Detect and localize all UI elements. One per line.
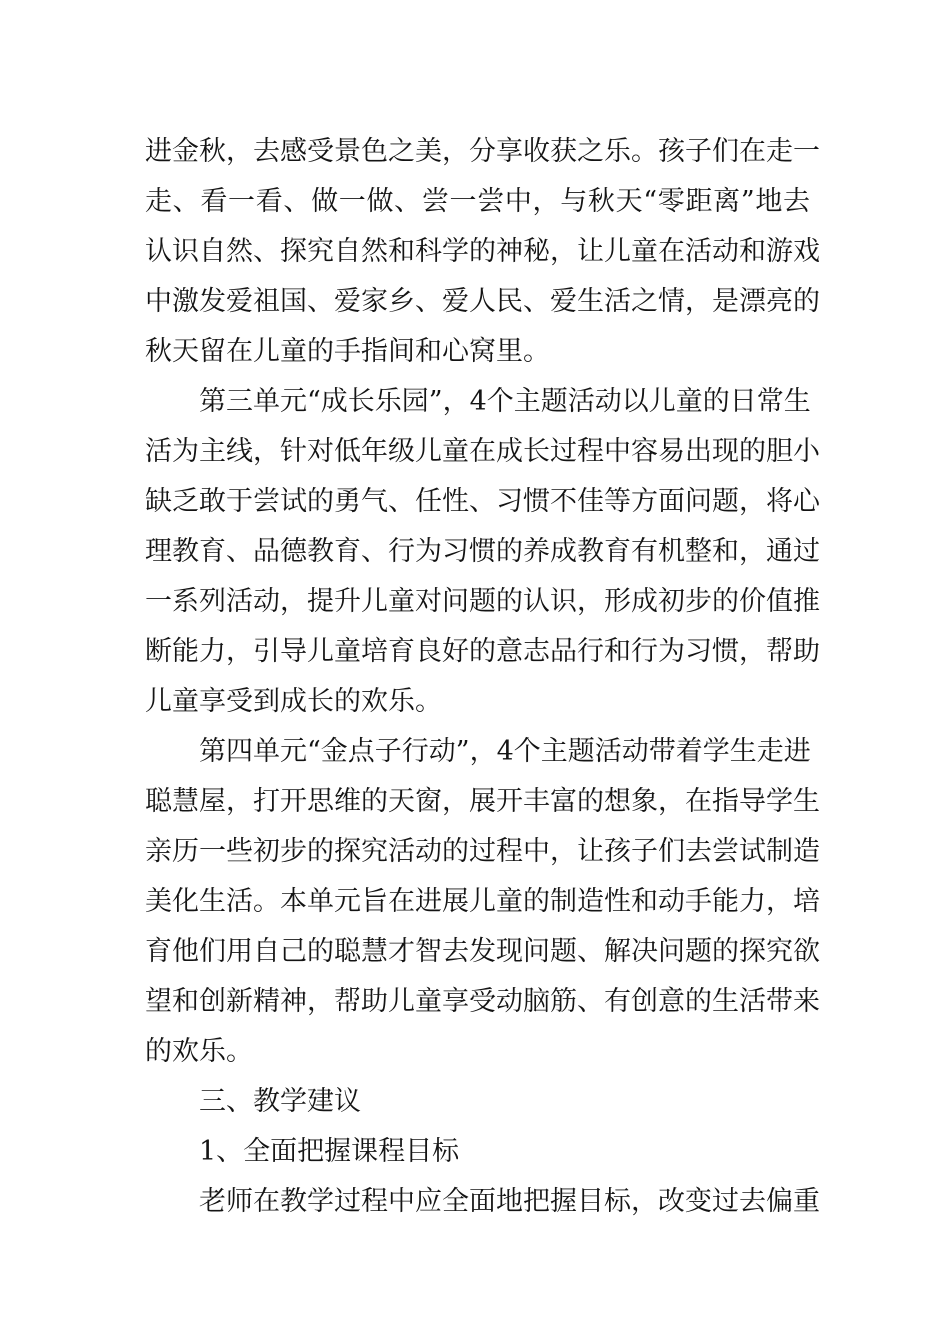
body-text [145, 127, 820, 1227]
text-line: 一系列活动，提升儿童对问题的认识，形成初步的价值推 [145, 586, 820, 617]
text-line: 认识自然、探究自然和科学的神秘，让儿童在活动和游戏 [145, 236, 820, 267]
text-line: 缺乏敢于尝试的勇气、任性、习惯不佳等方面问题，将心 [145, 486, 820, 517]
text-line: 理教育、品德教育、行为习惯的养成教育有机整和，通过 [145, 536, 820, 567]
text-line: 的欢乐。 [145, 1036, 253, 1067]
text-line: 进金秋，去感受景色之美，分享收获之乐。孩子们在走一 [145, 136, 820, 167]
text-line: 聪慧屋，打开思维的天窗，展开丰富的想象，在指导学生 [145, 786, 820, 817]
text-line: 亲历一些初步的探究活动的过程中，让孩子们去尝试制造 [145, 836, 820, 867]
text-line: 中激发爱祖国、爱家乡、爱人民、爱生活之情，是漂亮的 [145, 286, 820, 317]
text-line: 走、看一看、做一做、尝一尝中，与秋天“零距离”地去 [145, 186, 810, 217]
paragraph-first-line: 第四单元“金点子行动”，4个主题活动带着学生走进 [199, 736, 811, 767]
text-line: 断能力，引导儿童培育良好的意志品行和行为习惯，帮助 [145, 636, 820, 667]
text-line: 育他们用自己的聪慧才智去发现问题、解决问题的探究欲 [145, 936, 820, 967]
section-heading: 三、教学建议 [199, 1086, 361, 1117]
text-line: 活为主线，针对低年级儿童在成长过程中容易出现的胆小 [145, 436, 820, 467]
paragraph-first-line: 第三单元“成长乐园”，4个主题活动以儿童的日常生 [199, 386, 811, 417]
subsection-heading: 1、全面把握课程目标 [199, 1136, 460, 1167]
text-line: 美化生活。本单元旨在进展儿童的制造性和动手能力，培 [145, 886, 820, 917]
paragraph-first-line: 老师在教学过程中应全面地把握目标，改变过去偏重 [199, 1186, 820, 1217]
text-line: 儿童享受到成长的欢乐。 [145, 686, 442, 717]
text-line: 秋天留在儿童的手指间和心窝里。 [145, 336, 550, 367]
text-line: 望和创新精神，帮助儿童享受动脑筋、有创意的生活带来 [145, 986, 820, 1017]
